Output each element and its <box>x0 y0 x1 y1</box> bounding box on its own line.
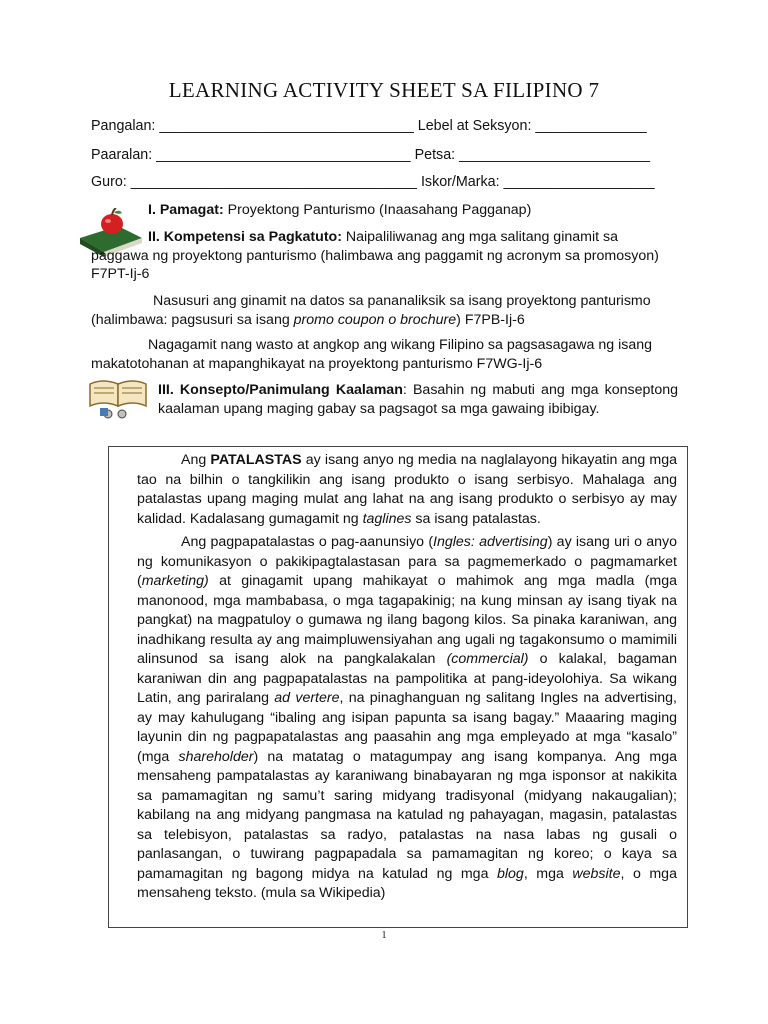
section-title: I. Pamagat: Proyektong Panturismo (Inaasahang Pagganap) <box>148 202 532 218</box>
teacher-score-field[interactable]: Guro: ____________________________________ Iskor/Marka: ___________________ <box>91 174 655 190</box>
school-date-field[interactable]: Paaralan: ________________________________ Petsa: ________________________ <box>91 147 650 163</box>
name-section-field[interactable]: Pangalan: ________________________________ Lebel at Seksyon: ______________ <box>91 118 647 134</box>
page-number: 1 <box>381 930 387 941</box>
section-competency: II. Kompetensi sa Pagkatuto: Naipaliliwanag ang mga salitang ginamit sa paggawa ng proyektong panturismo (halimbawa ang paggamit ng acronym sa promosyon) F7PT-Ij-6 <box>91 229 659 282</box>
competency-paragraph-analysis: Nasusuri ang ginamit na datos sa pananaliksik sa isang proyektong panturismo (halimbawa: pagsusuri sa isang promo coupon o brochure) F7PB-Ij-6 <box>91 293 651 328</box>
passage-paragraph-2: Ang pagpapatalastas o pag-aanunsiyo (Ingles: advertising) ay isang uri o anyo ng komunikasyon o pakikipagtalastasan para sa pagmemerkado o pagmamarket (marketing) at ginagamit upang mahikayat o mahimok ang mga madla (mga manonood, mga mambabasa, o mga tagapakinig; na kung minsan ay isang tiyak na pangkat) na magpatuloy o gumawa ng ilang bagong kilos. Sa pinaka karaniwan, ang inadhikang resulta ay ang maimpluwensiyahan ang ugali ng tagakonsumo o mamimili alinsunod sa isang alok na pangkalakalan (commercial) o kalakal, bagaman karaniwan din ang pagpapatalastas na pampolitika at pang-ideyolohiya. Sa wikang Latin, ang pariralang ad vertere, na pinaghanguan ng salitang Ingles na advertising, ay may kahulugang “ibaling ang isipan papunta sa isang bagay.” Maaaring maging layunin din ng pagpapatalastas ang paasahin ang mga empleyado at mga “kasalo” (mga shareholder) na matatag o matagumpay ang isang kompanya. Ang mga mensaheng pampatalastas ay karaniwang binabayaran ng mga isponsor at nakikita sa pamamagitan ng samu’t saring midyang tradisyonal (midyang nakaugalian); kabilang na ang midyang pangmasa na katulad ng pahayagan, magasin, patalastas sa telebisyon, patalastas sa radyo, patalastas na nasa labas ng gusali o panlasangan, o tuwirang pagpapadala sa pamamagitan ng koreo; o kaya sa pamamagitan ng bagong midya na katulad ng mga blog, mga website, o mga mensaheng teksto. (mula sa Wikipedia) <box>137 534 678 901</box>
competency-paragraph-usage: Nagagamit nang wasto at angkop ang wikang Filipino sa pagsasagawa ng isang makatotohanan at mapanghikayat na proyektong panturismo F7WG-Ij-6 <box>91 337 652 372</box>
reading-passage-box <box>108 446 688 928</box>
open-book-icon <box>88 378 148 420</box>
section-concept: III. Konsepto/Panimulang Kaalaman: Basahin ng mabuti ang mga konseptong kaalaman upang maging gabay sa pagsagot sa mga gawaing ibibigay. <box>158 382 678 417</box>
page-title: LEARNING ACTIVITY SHEET SA FILIPINO 7 <box>168 78 600 102</box>
passage-paragraph-1: Ang PATALASTAS ay isang anyo ng media na naglalayong hikayatin ang mga tao na bilhin o tangkilikin ang isang produkto o isang serbisyo. Mahalaga ang patalastas upang maging mulat ang lahat na ang isang produkto o serbisyo ay may kalidad. Kadalasang gumagamit ng taglines sa isang patalastas. <box>137 452 677 527</box>
